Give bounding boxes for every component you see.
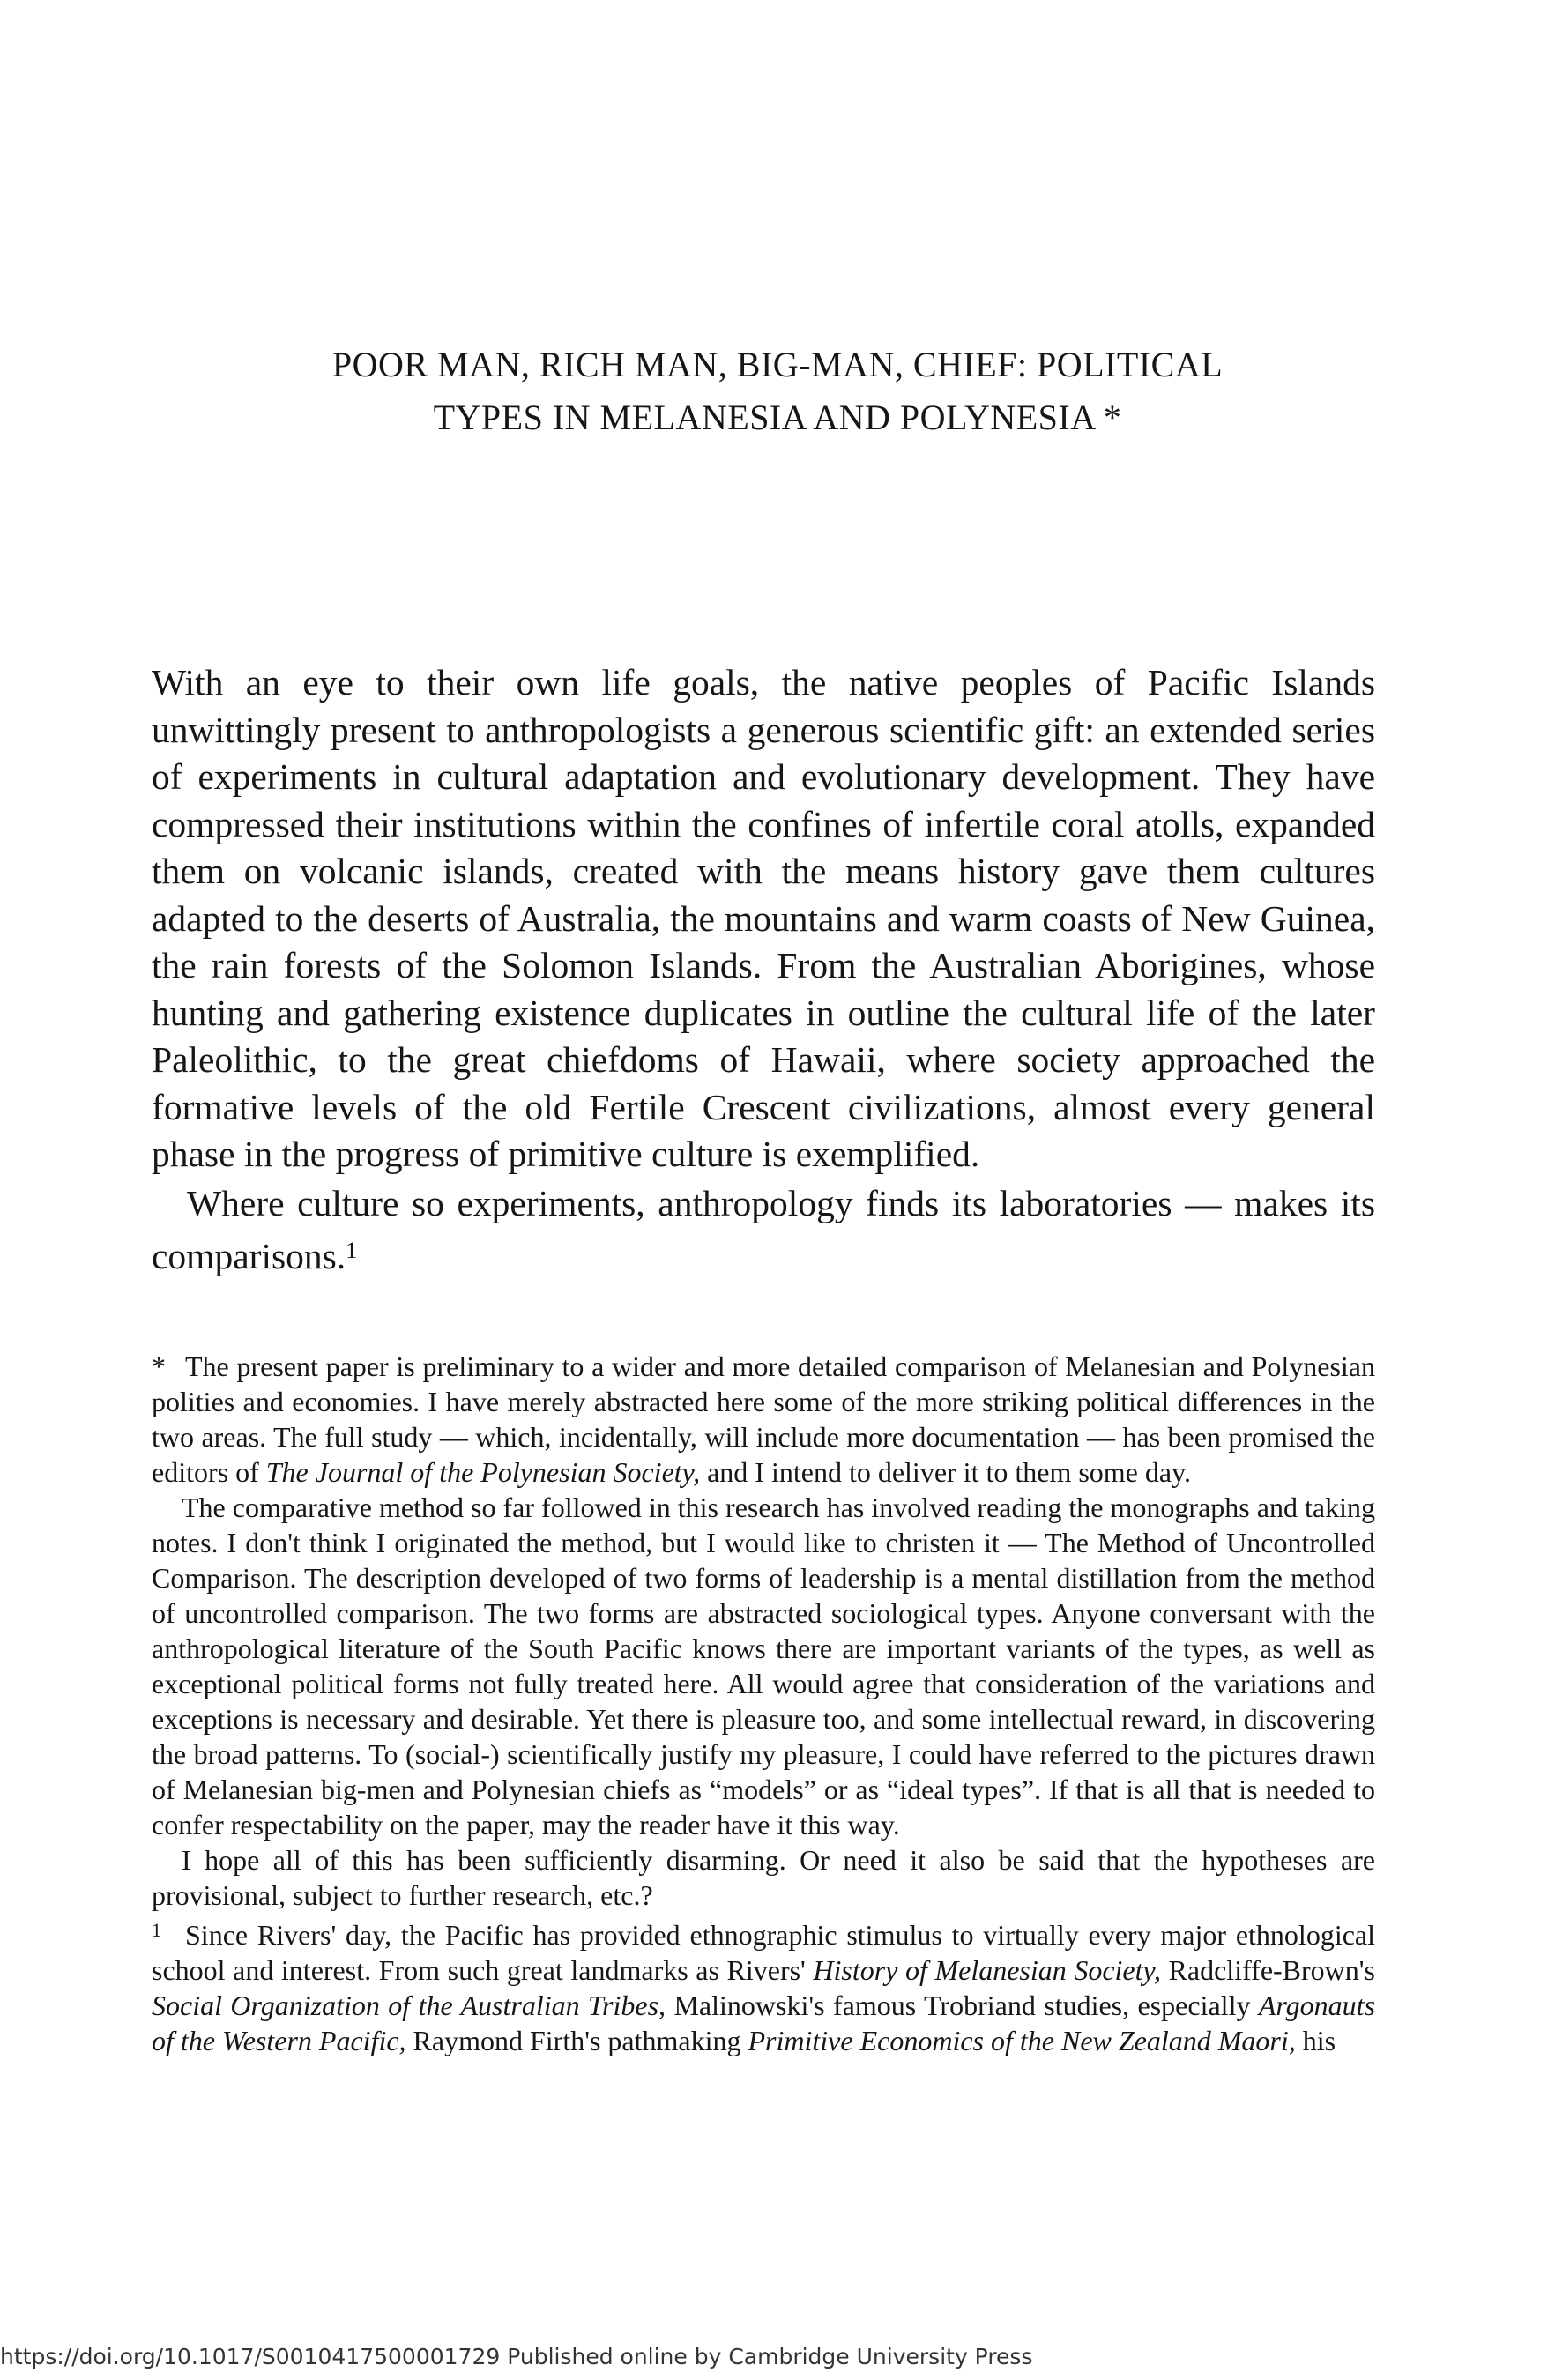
footnote-1-text-d: Raymond Firth's pathmaking — [405, 2025, 748, 2056]
body-paragraph-1: With an eye to their own life goals, the native peoples of Pacific Islands unwittingly present to anthropologists a generous scientific gift: an extended series of experiments in cultural adaptation and evolutionary development. They have compressed their institutions within the confines of infertile coral atolls, expanded them on volcanic islands, created with the means history gave them cultures adapted to the deserts of Australia, the mountains and warm coasts of New Guinea, the rain forests of the Solomon Islands. From the Australian Aborigines, whose hunting and gathering existence duplicates in outline the cultural life of the later Paleolithic, to the great chiefdoms of Hawaii, where society approached the formative levels of the old Fertile Crescent civilizations, almost every general phase in the progress of primitive culture is exemplified. — [152, 662, 1375, 1174]
footnote-1-italic-2: Social Organization of the Australian Tribes, — [152, 1990, 666, 2021]
footnote-star-paragraph-2: The comparative method so far followed in this research has involved reading the monographs and taking notes. I don't think I originated the method, but I would like to christen it — The Method of Uncontrolled Comparison. The description developed of two forms of leadership is a mental distillation from the method of uncontrolled comparison. The two forms are abstracted sociological types. Anyone conversant with the anthropological literature of the South Pacific knows there are important variants of the types, as well as exceptional political forms not fully treated here. All would agree that consideration of the variations and exceptions is necessary and desirable. Yet there is pleasure too, and some intellectual reward, in discovering the broad patterns. To (social-) scientifically justify my pleasure, I could have referred to the pictures drawn of Melanesian big-men and Polynesian chiefs as “models” or as “ideal types”. If that is all that is needed to confer respectability on the paper, may the reader have it this way. — [152, 1491, 1375, 1841]
footnote-1-italic-3: Argonauts of the Western Pacific, — [152, 1990, 1376, 2056]
article-title-line-2: TYPES IN MELANESIA AND POLYNESIA * — [433, 398, 1122, 437]
published-notice: Published online by Cambridge University Press — [500, 2344, 1033, 2369]
article-title-line-1: POOR MAN, RICH MAN, BIG-MAN, CHIEF: POLITICAL — [331, 345, 1224, 384]
footnote-star-mark: * — [152, 1350, 166, 1382]
body-paragraph-2 — [152, 1180, 1375, 1281]
body-paragraph-2-text: Where culture so experiments, anthropology finds its laboratories — makes its comparisons. — [152, 1182, 1375, 1276]
footnote-1-text-b: Radcliffe-Brown's — [1160, 1954, 1376, 1986]
footnote-star-text-b: and I intend to deliver it to them some day. — [700, 1456, 1191, 1488]
footnotes — [152, 1349, 1375, 2058]
article-title — [150, 338, 1405, 444]
footnote-1-text-c: Malinowski's famous Trobriand studies, especially — [666, 1990, 1259, 2021]
footnote-star-paragraph-3: I hope all of this has been sufficiently disarming. Or need it also be said that the hypotheses are provisional, subject to further research, etc.? — [152, 1844, 1375, 1911]
footnote-star-journal-title: The Journal of the Polynesian Society, — [265, 1456, 701, 1488]
footnote-star-paragraph-1 — [152, 1349, 1375, 1490]
footnote-star-text-a: The present paper is preliminary to a wider and more detailed comparison of Melanesian and Polynesian polities and economies. I have merely abstracted here some of the more striking political differences in the two areas. The full study — which, incidentally, will include more documentation — has been promised the editors of — [152, 1350, 1375, 1488]
footnote-1 — [152, 1913, 1375, 2058]
page-footer — [0, 2344, 1032, 2370]
footnote-1-text-a: Since Rivers' day, the Pacific has provided ethnographic stimulus to virtually every major ethnological school and interest. From such great landmarks as Rivers' — [152, 1919, 1375, 1986]
footnote-1-italic-1: History of Melanesian Society, — [813, 1954, 1161, 1986]
footnote-reference-1[interactable]: 1 — [346, 1238, 358, 1263]
article-body — [152, 659, 1375, 1281]
footnote-1-italic-4: Primitive Economics of the New Zealand Maori, — [748, 2025, 1296, 2056]
footnote-1-text-e: his — [1295, 2025, 1336, 2056]
doi-link[interactable]: https://doi.org/10.1017/S0010417500001729 — [0, 2344, 501, 2369]
footnote-1-mark: 1 — [152, 1919, 161, 1941]
